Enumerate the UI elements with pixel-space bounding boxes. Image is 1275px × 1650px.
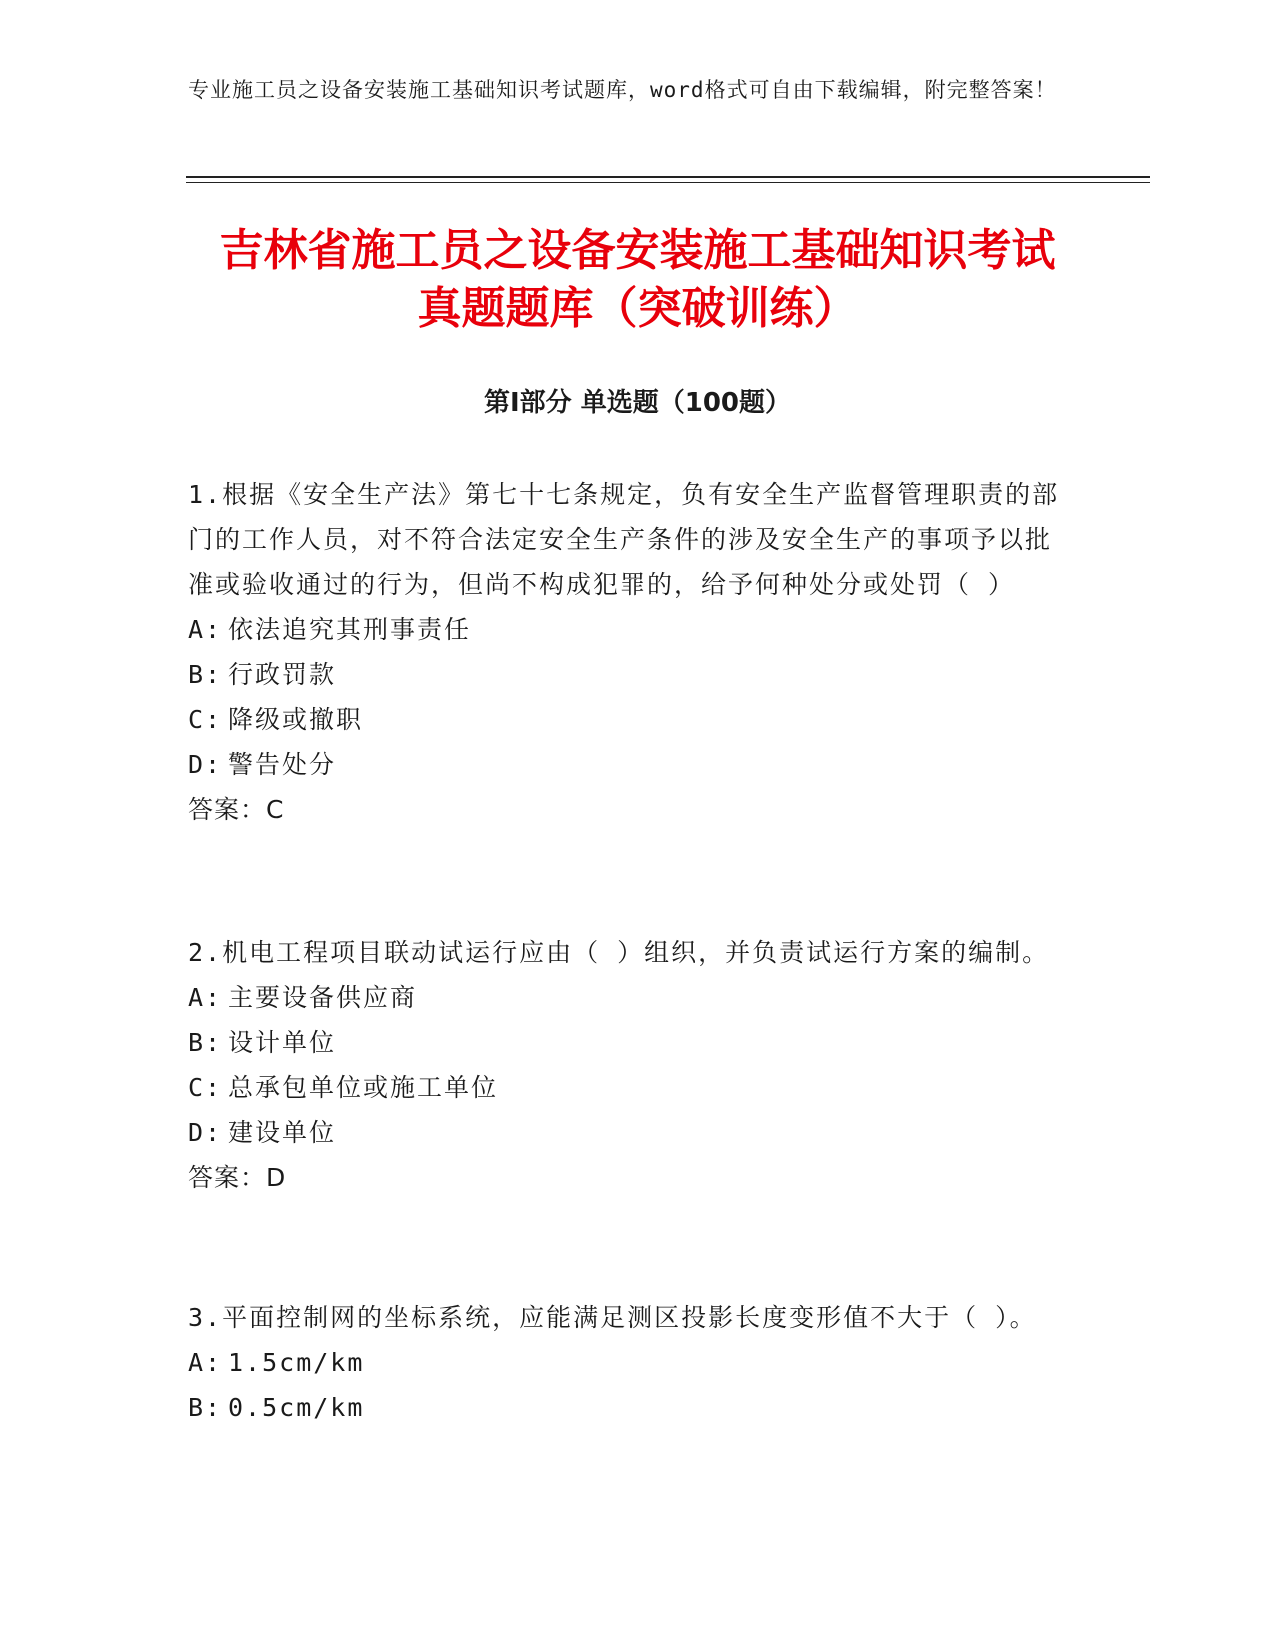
question-stem: 1.根据《安全生产法》第七十七条规定，负有安全生产监督管理职责的部门的工作人员，对不符合法定安全生产条件的涉及安全生产的事项予以批准或验收通过的行为，但尚不构成犯罪的，给予何种处分或处罚（ ） xyxy=(188,480,1060,599)
option-letter: A: xyxy=(188,615,223,644)
option-text: 0.5cm/km xyxy=(228,1393,365,1422)
question-stem: 2.机电工程项目联动试运行应由（ ）组织，并负责试运行方案的编制。 xyxy=(188,938,1050,967)
option-letter: B: xyxy=(188,1393,223,1422)
option-letter: D: xyxy=(188,750,223,779)
option-a xyxy=(188,1340,1068,1385)
option-letter: C: xyxy=(188,705,223,734)
document-title-line2: 真题题库（突破训练） xyxy=(417,283,858,334)
answer: 答案：D xyxy=(188,1163,287,1192)
option-a xyxy=(188,975,1068,1020)
option-text: 建设单位 xyxy=(228,1118,337,1147)
option-letter: B: xyxy=(188,1028,223,1057)
question-2 xyxy=(188,930,1068,1200)
option-letter: C: xyxy=(188,1073,223,1102)
option-text: 依法追究其刑事责任 xyxy=(228,615,472,644)
option-text: 行政罚款 xyxy=(228,660,337,689)
option-b xyxy=(188,652,1068,697)
header-rule-thin xyxy=(186,182,1150,183)
option-b xyxy=(188,1020,1068,1065)
option-text: 警告处分 xyxy=(228,750,337,779)
question-1 xyxy=(188,472,1068,832)
document-title-line1: 吉林省施工员之设备安装施工基础知识考试 xyxy=(219,225,1056,276)
header-rule-thick xyxy=(186,176,1150,178)
question-stem: 3.平面控制网的坐标系统，应能满足测区投影长度变形值不大于（ ）。 xyxy=(188,1303,1037,1332)
option-letter: B: xyxy=(188,660,223,689)
option-text: 降级或撤职 xyxy=(228,705,364,734)
option-text: 总承包单位或施工单位 xyxy=(228,1073,499,1102)
section-title: 第Ⅰ部分 单选题（100题） xyxy=(484,388,791,418)
option-d xyxy=(188,1110,1068,1155)
document-title xyxy=(150,222,1125,338)
option-letter: A: xyxy=(188,1348,223,1377)
header-note: 专业施工员之设备安装施工基础知识考试题库，word格式可自由下载编辑，附完整答案！ xyxy=(188,78,1057,102)
option-b xyxy=(188,1385,1068,1430)
option-text: 设计单位 xyxy=(228,1028,337,1057)
option-a xyxy=(188,607,1068,652)
option-text: 1.5cm/km xyxy=(228,1348,365,1377)
option-c xyxy=(188,697,1068,742)
option-c xyxy=(188,1065,1068,1110)
option-letter: A: xyxy=(188,983,223,1012)
question-3 xyxy=(188,1295,1068,1430)
option-d xyxy=(188,742,1068,787)
option-letter: D: xyxy=(188,1118,223,1147)
answer: 答案：C xyxy=(188,795,285,824)
option-text: 主要设备供应商 xyxy=(228,983,418,1012)
